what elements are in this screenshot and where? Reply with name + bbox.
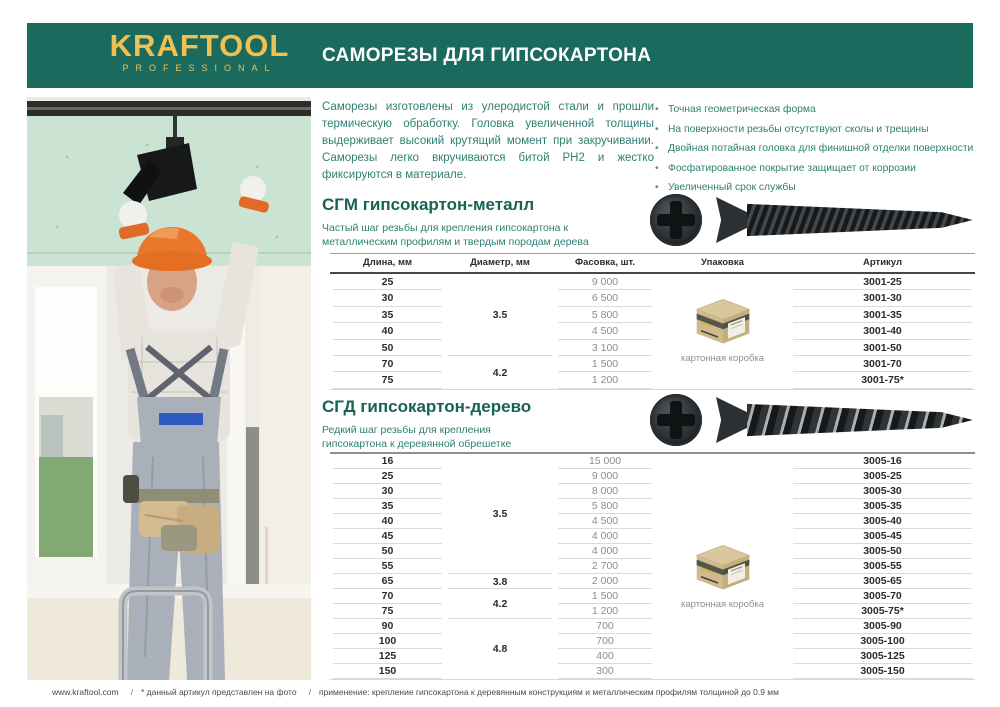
feature-item — [655, 139, 985, 159]
article-cell: 3001-35 — [793, 307, 972, 323]
qty-cell: 5 800 — [558, 499, 652, 514]
header-bar — [27, 23, 973, 88]
article-cell: 3005-45 — [793, 529, 972, 544]
qty-cell: 8 000 — [558, 484, 652, 499]
article-cell: 3005-65 — [793, 574, 972, 589]
table-row — [330, 649, 975, 664]
footer-note: * данный артикул представлен на фото — [140, 687, 297, 697]
table-row — [330, 589, 975, 604]
worker-photo — [27, 97, 311, 680]
table-row — [330, 290, 975, 306]
phillips-head-icon — [650, 194, 702, 246]
qty-cell: 1 200 — [558, 372, 652, 388]
website-link[interactable]: www.kraftool.com — [52, 687, 119, 697]
carton-box-icon — [691, 294, 755, 346]
sgd-table — [330, 452, 975, 680]
length-cell: 50 — [333, 544, 442, 559]
qty-cell: 2 000 — [558, 574, 652, 589]
table-row — [330, 604, 975, 619]
footer-separator: / — [130, 687, 133, 697]
length-cell: 75 — [333, 372, 442, 388]
table-header-row — [330, 253, 975, 274]
col-header-diameter: Диаметр, мм — [470, 257, 530, 268]
article-cell: 3005-30 — [793, 484, 972, 499]
sgm-table — [330, 253, 975, 390]
col-header-packaging: Упаковка — [701, 257, 744, 268]
feature-item — [655, 100, 985, 120]
table-row — [330, 307, 975, 323]
screw-flare — [716, 397, 748, 443]
footer-separator: / — [308, 687, 311, 697]
page-title: САМОРЕЗЫ ДЛЯ ГИПСОКАРТОНА — [322, 44, 652, 66]
length-cell: 40 — [333, 323, 442, 339]
article-cell: 3001-75* — [793, 372, 972, 388]
qty-cell: 4 500 — [558, 323, 652, 339]
table-row — [330, 664, 975, 679]
table-row — [330, 559, 975, 574]
diameter-group: 3.5 — [492, 309, 508, 321]
qty-cell: 6 500 — [558, 290, 652, 306]
diameter-group: 3.5 — [492, 508, 508, 520]
length-cell: 25 — [333, 469, 442, 484]
article-cell: 3005-125 — [793, 649, 972, 664]
feature-item — [655, 159, 985, 179]
feature-text: Точная геометрическая форма — [668, 104, 816, 115]
col-header-length: Длина, мм — [363, 257, 412, 268]
table-row — [330, 619, 975, 634]
intro-paragraph: Саморезы изготовлены из улеродистой стали и прошли термическую обработку. Головка увеличенной толщины выдерживает высокий крутящий момент при закручивании. Саморезы легко вкручиваются битой PH2 и жестко фиксируются в материале. — [322, 101, 654, 182]
col-header-quantity: Фасовка, шт. — [574, 257, 635, 268]
article-cell: 3005-16 — [793, 454, 972, 469]
diameter-group: 4.8 — [492, 643, 508, 655]
brand-name: KRAFTOOL — [109, 28, 290, 63]
feature-text: Двойная потайная головка для финишной отделки поверхности — [668, 143, 974, 154]
table-row — [330, 274, 975, 290]
length-cell: 35 — [333, 307, 442, 323]
screw-image-coarse-thread — [648, 392, 975, 448]
bullet-icon: • — [655, 123, 659, 135]
article-cell: 3005-50 — [793, 544, 972, 559]
qty-cell: 1 500 — [558, 356, 652, 372]
length-cell: 90 — [333, 619, 442, 634]
qty-cell: 9 000 — [558, 274, 652, 290]
qty-cell: 700 — [558, 634, 652, 649]
qty-cell: 3 100 — [558, 340, 652, 356]
table-row — [330, 544, 975, 559]
kraftool-logo — [82, 29, 317, 73]
table-row — [330, 323, 975, 339]
qty-cell: 400 — [558, 649, 652, 664]
phillips-head-icon — [650, 394, 702, 446]
bullet-icon: • — [655, 162, 659, 174]
col-header-article: Артикул — [863, 257, 902, 268]
article-cell: 3001-50 — [793, 340, 972, 356]
screw-shaft-fine — [747, 197, 973, 243]
table-row — [330, 454, 975, 469]
brand-subtitle: PROFESSIONAL — [122, 63, 277, 73]
diameter-group: 4.2 — [492, 366, 508, 379]
qty-cell: 300 — [558, 664, 652, 679]
length-cell: 35 — [333, 499, 442, 514]
table-row — [330, 574, 975, 589]
screw-image-fine-thread — [648, 192, 975, 248]
table-body — [330, 452, 975, 680]
table-row — [330, 469, 975, 484]
article-cell: 3005-100 — [793, 634, 972, 649]
article-cell: 3001-25 — [793, 274, 972, 290]
packaging-caption: картонная коробка — [680, 353, 764, 364]
length-cell: 16 — [333, 454, 442, 469]
article-cell: 3005-150 — [793, 664, 972, 679]
qty-cell: 4 000 — [558, 529, 652, 544]
article-cell: 3001-40 — [793, 323, 972, 339]
feature-text: На поверхности резьбы отсутствуют сколы и трещины — [668, 123, 929, 135]
length-cell: 30 — [333, 290, 442, 306]
article-cell: 3005-90 — [793, 619, 972, 634]
length-cell: 50 — [333, 340, 442, 356]
length-cell: 75 — [333, 604, 442, 619]
qty-cell: 1 500 — [558, 589, 652, 604]
article-cell: 3001-70 — [793, 356, 972, 372]
table-row — [330, 529, 975, 544]
table-row — [330, 499, 975, 514]
table-body — [330, 274, 975, 390]
length-cell: 30 — [333, 484, 442, 499]
table-row — [330, 356, 975, 372]
length-cell: 55 — [333, 559, 442, 574]
qty-cell: 4 500 — [558, 514, 652, 529]
length-cell: 40 — [333, 514, 442, 529]
article-cell: 3005-40 — [793, 514, 972, 529]
section-desc-sgd: Редкий шаг резьбы для крепления гипсокартона к деревянной обрешетке — [322, 424, 512, 451]
qty-cell: 2 700 — [558, 559, 652, 574]
length-cell: 100 — [333, 634, 442, 649]
diameter-group: 3.8 — [492, 575, 508, 588]
packaging-cell — [658, 540, 787, 610]
section-title-sgd: СГД гипсокартон-дерево — [322, 397, 532, 416]
length-cell: 70 — [333, 589, 442, 604]
footer — [52, 687, 783, 697]
diameter-group: 4.2 — [492, 598, 508, 610]
length-cell: 150 — [333, 664, 442, 679]
carton-box-icon — [691, 540, 755, 592]
phillips-cross-icon — [670, 201, 682, 239]
qty-cell: 4 000 — [558, 544, 652, 559]
features-list — [655, 100, 985, 198]
table-row — [330, 514, 975, 529]
section-title-sgm: СГМ гипсокартон-металл — [322, 195, 535, 214]
length-cell: 65 — [333, 574, 442, 589]
packaging-cell — [658, 294, 787, 364]
length-cell: 70 — [333, 356, 442, 372]
qty-cell: 700 — [558, 619, 652, 634]
article-cell: 3005-75* — [793, 604, 972, 619]
bullet-icon: • — [655, 143, 659, 154]
feature-item — [655, 120, 985, 140]
phillips-cross-icon — [670, 401, 682, 439]
qty-cell: 15 000 — [558, 454, 652, 469]
section-desc-sgm: Частый шаг резьбы для крепления гипсокартона к металлическим профилям и твердым породам дерева — [322, 222, 589, 249]
table-row — [330, 372, 975, 388]
feature-text: Увеличенный срок службы — [668, 182, 796, 193]
qty-cell: 9 000 — [558, 469, 652, 484]
screw-flare — [716, 197, 748, 243]
length-cell: 45 — [333, 529, 442, 544]
length-cell: 25 — [333, 274, 442, 290]
article-cell: 3005-35 — [793, 499, 972, 514]
table-row — [330, 340, 975, 356]
length-cell: 125 — [333, 649, 442, 664]
worker-photo-illustration — [27, 97, 311, 680]
feature-text: Фосфатированное покрытие защищает от коррозии — [668, 162, 916, 174]
bullet-icon: • — [655, 104, 659, 115]
article-cell: 3005-25 — [793, 469, 972, 484]
packaging-caption: картонная коробка — [680, 599, 764, 610]
bullet-icon: • — [655, 182, 659, 193]
footer-application: применение: крепление гипсокартона к деревянным конструкциям и металлическим профилям толщиной до 0.9 мм — [318, 687, 779, 697]
screw-shaft-coarse — [747, 397, 973, 443]
article-cell: 3005-70 — [793, 589, 972, 604]
table-row — [330, 634, 975, 649]
qty-cell: 5 800 — [558, 307, 652, 323]
article-cell: 3001-30 — [793, 290, 972, 306]
table-row — [330, 484, 975, 499]
article-cell: 3005-55 — [793, 559, 972, 574]
qty-cell: 1 200 — [558, 604, 652, 619]
